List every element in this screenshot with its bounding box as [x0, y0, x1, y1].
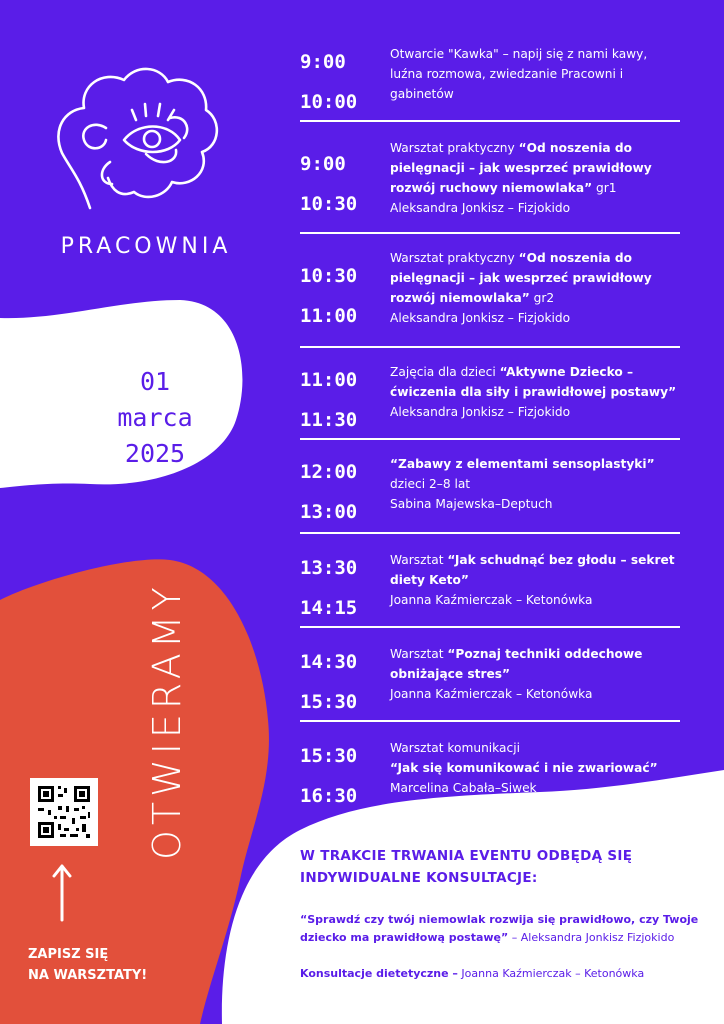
event-date	[85, 364, 225, 472]
end-time: 15:30	[300, 691, 358, 713]
schedule-list	[300, 40, 680, 807]
item-title: “Poznaj techniki oddechowe obniżające stres”	[390, 647, 643, 681]
item-note: gr1	[592, 181, 617, 195]
item-title: “Jak schudnąć bez głodu – sekret diety Keto”	[390, 553, 675, 587]
consult-item-1-person: – Aleksandra Jonkisz Fizjokido	[508, 931, 675, 944]
signup-line1: ZAPISZ SIĘ	[28, 947, 109, 962]
schedule-item	[300, 534, 680, 628]
item-description: Zajęcia dla dzieci	[390, 365, 500, 379]
consult-item-2	[300, 965, 700, 983]
item-title: “Od noszenia do pielęgnacji – jak wesprzeć prawidłowy rozwój ruchowy niemowlaka”	[390, 141, 652, 195]
start-time: 14:30	[300, 651, 358, 673]
schedule-item	[300, 722, 680, 807]
item-person: Aleksandra Jonkisz – Fizjokido	[390, 311, 571, 325]
item-person: Aleksandra Jonkisz – Fizjokido	[390, 405, 571, 419]
end-time: 13:00	[300, 501, 358, 523]
start-time: 11:00	[300, 369, 358, 391]
item-description: Otwarcie "Kawka" – napij się z nami kawy, luźna rozmowa, zwiedzanie Pracowni i gabinetów	[390, 47, 648, 101]
signup-callout[interactable]	[28, 944, 188, 986]
start-time: 9:00	[300, 153, 346, 175]
item-person: Marcelina Cabała–Siwek	[390, 781, 537, 795]
start-time: 9:00	[300, 51, 346, 73]
schedule-item	[300, 122, 680, 234]
item-title: “Aktywne Dziecko – ćwiczenia dla siły i prawidłowej postawy”	[390, 365, 677, 399]
item-person: Sabina Majewska–Deptuch	[390, 497, 553, 511]
opening-banner: OTWIERAMY	[145, 582, 189, 860]
schedule-item	[300, 234, 680, 348]
item-note: dzieci 2–8 lat	[390, 477, 471, 491]
schedule-item	[300, 348, 680, 440]
item-title: “Zabawy z elementami sensoplastyki”	[390, 457, 655, 471]
item-note: gr2	[529, 291, 555, 305]
consult-heading-line2: INDYWIDUALNE KONSULTACJE:	[300, 870, 538, 886]
brain-eye-logo	[50, 58, 225, 228]
item-description: Warsztat	[390, 553, 448, 567]
consultations-section	[300, 845, 700, 983]
signup-line2: NA WARSZTATY!	[28, 968, 148, 983]
item-description: Warsztat	[390, 647, 448, 661]
item-description: Warsztat komunikacji	[390, 741, 520, 755]
end-time: 16:30	[300, 785, 358, 807]
consult-item-1-title: “Sprawdź czy twój niemowlak rozwija się prawidłowo, czy Twoje dziecko ma prawidłową postawę”	[300, 913, 699, 944]
start-time: 13:30	[300, 557, 358, 579]
item-person: Joanna Kaźmierczak – Ketonówka	[390, 687, 593, 701]
end-time: 11:30	[300, 409, 358, 431]
date-month: marca	[117, 403, 193, 432]
start-time: 10:30	[300, 265, 358, 287]
item-person: Aleksandra Jonkisz – Fizjokido	[390, 201, 571, 215]
item-person: Joanna Kaźmierczak – Ketonówka	[390, 593, 593, 607]
schedule-item	[300, 628, 680, 722]
end-time: 10:30	[300, 193, 358, 215]
brand-name: PRACOWNIA	[60, 234, 232, 259]
date-day: 01	[139, 367, 171, 396]
end-time: 10:00	[300, 91, 358, 113]
consult-item-2-person: Joanna Kaźmierczak – Ketonówka	[457, 967, 645, 980]
schedule-item	[300, 440, 680, 534]
item-description: Warsztat praktyczny	[390, 141, 519, 155]
consult-item-2-title: Konsultacje dietetyczne –	[300, 967, 458, 980]
start-time: 15:30	[300, 745, 358, 767]
end-time: 11:00	[300, 305, 358, 327]
schedule-item	[300, 40, 680, 122]
end-time: 14:15	[300, 597, 358, 619]
arrow-up-icon	[52, 862, 72, 922]
item-title: “Jak się komunikować i nie zwariować”	[390, 761, 658, 775]
item-title: “Od noszenia do pielęgnacji – jak wesprzeć prawidłowy rozwój niemowlaka”	[390, 251, 652, 305]
start-time: 12:00	[300, 461, 358, 483]
date-year: 2025	[124, 439, 186, 468]
consult-item-1	[300, 911, 700, 947]
qr-code[interactable]	[30, 778, 98, 846]
consult-heading	[300, 845, 700, 889]
consult-heading-line1: W TRAKCIE TRWANIA EVENTU ODBĘDĄ SIĘ	[300, 848, 633, 864]
item-description: Warsztat praktyczny	[390, 251, 519, 265]
